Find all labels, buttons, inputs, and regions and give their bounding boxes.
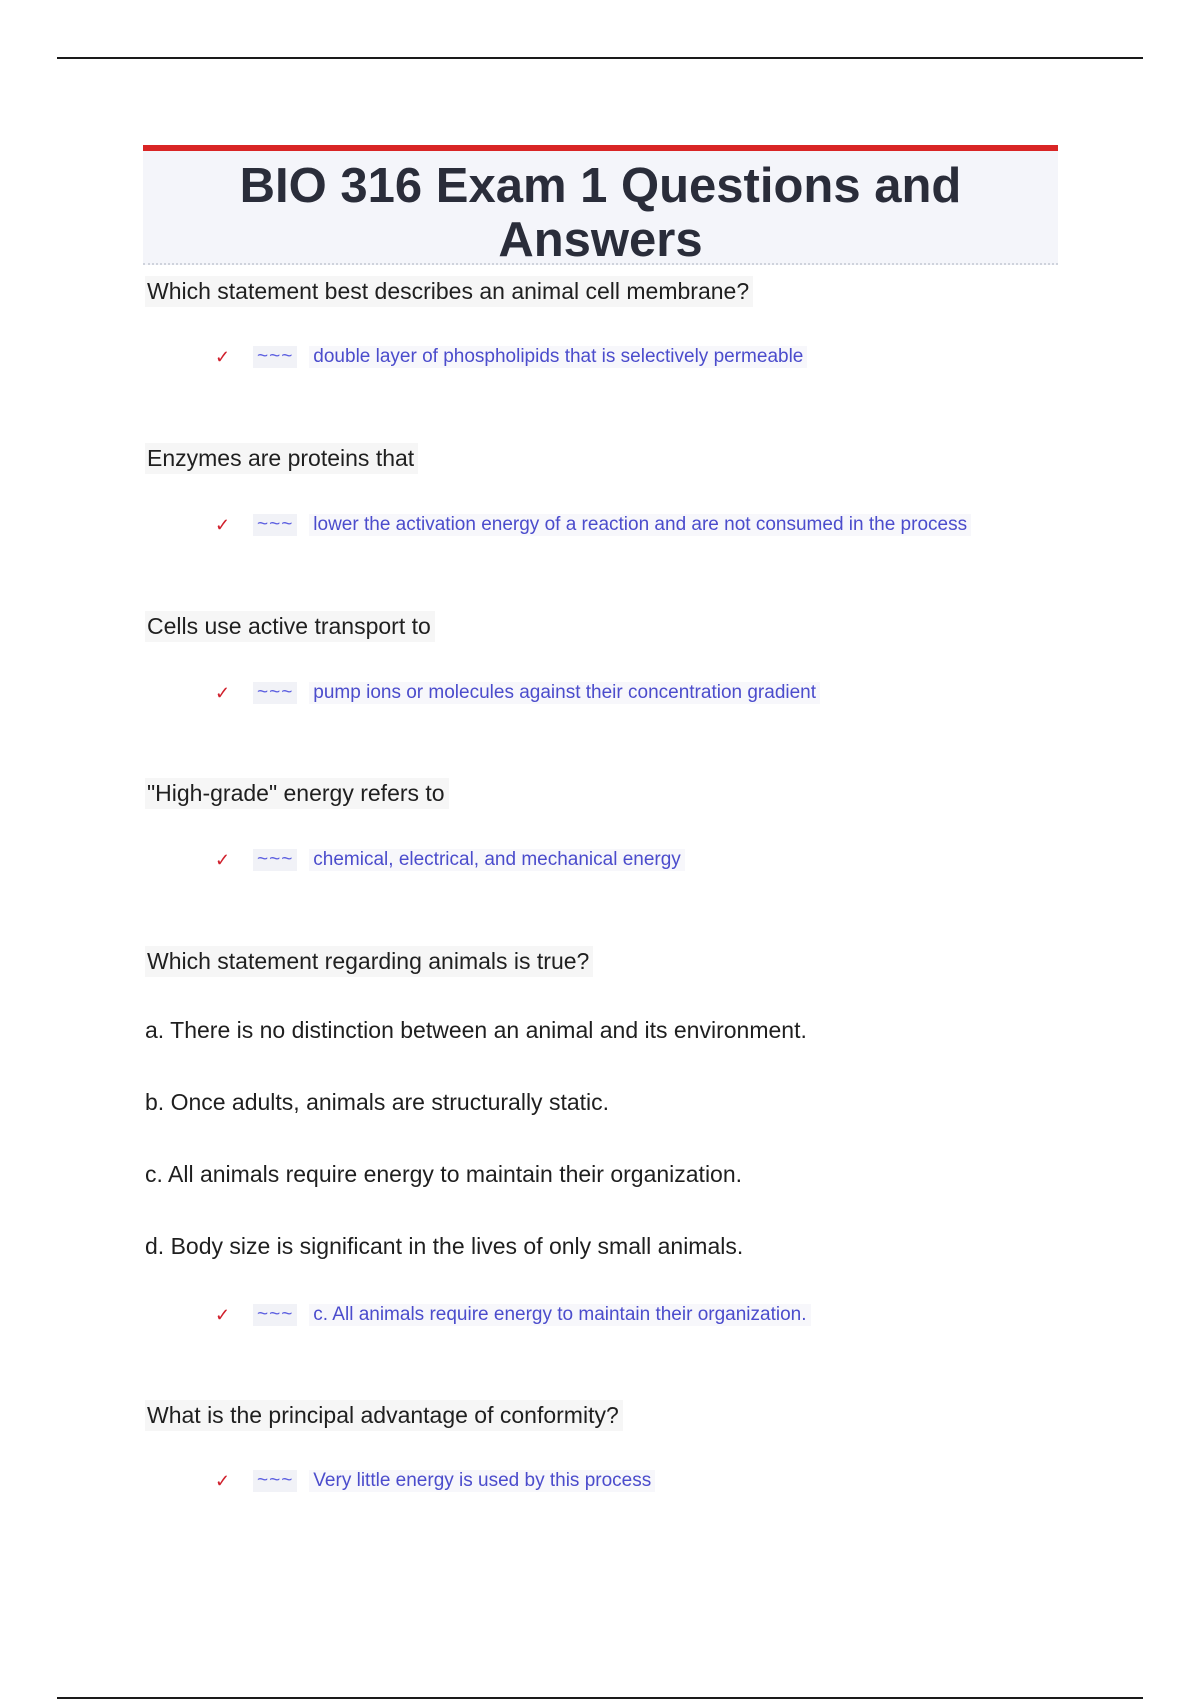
answer-text: double layer of phospholipids that is selectively permeable xyxy=(309,346,807,368)
answer-5 xyxy=(215,1304,811,1326)
question-5: Which statement regarding animals is true? xyxy=(145,946,593,977)
question-4: "High-grade" energy refers to xyxy=(145,778,449,809)
option-d: d. Body size is significant in the lives of only small animals. xyxy=(145,1233,744,1259)
question-6: What is the principal advantage of conformity? xyxy=(145,1400,623,1431)
answer-text: c. All animals require energy to maintain their organization. xyxy=(309,1304,810,1326)
answer-marker: ~~~ xyxy=(253,346,297,368)
check-icon: ✓ xyxy=(215,1304,231,1325)
check-icon: ✓ xyxy=(215,849,231,870)
option-a: a. There is no distinction between an animal and its environment. xyxy=(145,1017,807,1043)
answer-3 xyxy=(215,682,820,704)
title-line-2: Answers xyxy=(498,213,703,267)
question-1: Which statement best describes an animal cell membrane? xyxy=(145,276,753,307)
answer-marker: ~~~ xyxy=(253,849,297,871)
answer-4 xyxy=(215,849,685,871)
question-2: Enzymes are proteins that xyxy=(145,443,418,474)
answer-text: pump ions or molecules against their concentration gradient xyxy=(309,682,820,704)
option-c: c. All animals require energy to maintain their organization. xyxy=(145,1161,743,1187)
top-rule xyxy=(57,57,1143,59)
title-line-1: BIO 316 Exam 1 Questions and xyxy=(239,159,962,213)
answer-text: chemical, electrical, and mechanical energy xyxy=(309,849,685,871)
page-title xyxy=(143,151,1058,267)
answer-marker: ~~~ xyxy=(253,1470,297,1492)
answer-marker: ~~~ xyxy=(253,1304,297,1326)
answer-marker: ~~~ xyxy=(253,514,297,536)
answer-2 xyxy=(215,514,971,536)
check-icon: ✓ xyxy=(215,514,231,535)
check-icon: ✓ xyxy=(215,682,231,703)
bottom-rule xyxy=(57,1697,1143,1699)
check-icon: ✓ xyxy=(215,1470,231,1491)
answer-text: lower the activation energy of a reaction and are not consumed in the process xyxy=(309,514,971,536)
question-3: Cells use active transport to xyxy=(145,611,435,642)
title-banner xyxy=(143,145,1058,265)
answer-marker: ~~~ xyxy=(253,682,297,704)
option-b: b. Once adults, animals are structurally static. xyxy=(145,1089,610,1115)
answer-1 xyxy=(215,346,807,368)
check-icon: ✓ xyxy=(215,346,231,367)
answer-6 xyxy=(215,1470,655,1492)
answer-text: Very little energy is used by this process xyxy=(309,1470,655,1492)
